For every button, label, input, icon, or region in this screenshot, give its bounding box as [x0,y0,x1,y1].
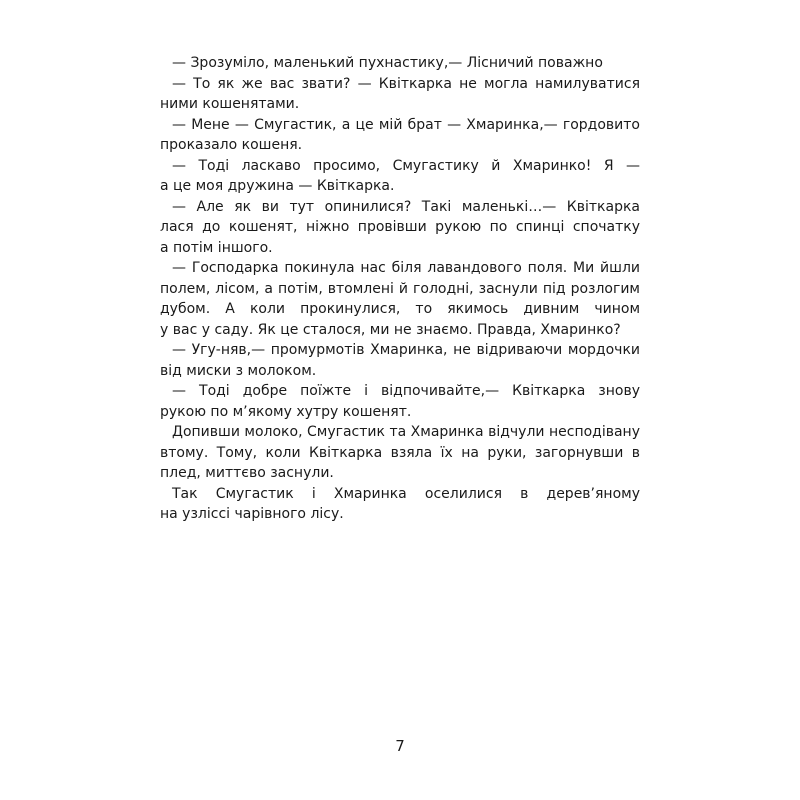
text-line: а це моя дружина — Квіткарка. [160,178,395,194]
text-line: дубом. А коли прокинулися, то якимось дивним чином [160,301,640,317]
text-line: на узліссі чарівного лісу. [160,506,344,522]
text-line: — Зрозуміло, маленький пухнастику,— Лісничий поважно [172,55,603,71]
paragraph [160,422,640,484]
text-line: — То як же вас звати? — Квіткарка не могла намилуватися [172,75,640,92]
paragraph [160,381,640,422]
paragraph [160,197,640,259]
text-line: ними кошенятами. [160,96,300,112]
paragraph [160,74,640,115]
text-line: втому. Тому, коли Квіткарка взяла їх на руки, загорнувши в [160,444,640,461]
text-line: Так Смугастик і Хмаринка оселилися в дерев’яному [172,485,640,502]
paragraph [160,53,640,74]
text-line: лася до кошенят, ніжно провівши рукою по спинці спочатку [160,219,640,235]
page-number: 7 [395,737,405,755]
paragraph [160,115,640,156]
paragraph [160,340,640,381]
paragraph [160,258,640,340]
text-line: — Але як ви тут опинилися? Такі маленькі…— Квіткарка [172,198,640,215]
text-line: — Тоді добре поїжте і відпочивайте,— Квіткарка знову [172,383,640,399]
text-line: полем, лісом, а потім, втомлені й голодні, заснули під розлогим [160,280,640,297]
text-line: — Мене — Смугастик, а це мій брат — Хмаринка,— гордовито [172,116,640,133]
text-line: Допивши молоко, Смугастик та Хмаринка відчули несподівану [172,424,640,440]
text-line: а потім іншого. [160,239,273,256]
text-line: рукою по м’якому хутру кошенят. [160,403,412,420]
text-line: — Господарка покинула нас біля лавандового поля. Ми йшли [172,260,640,276]
text-line: плед, миттєво заснули. [160,465,334,481]
paragraph [160,156,640,197]
text-line: — Тоді ласкаво просимо, Смугастику й Хмаринко! Я — [172,157,640,174]
text-line: проказало кошеня. [160,137,303,153]
text-line: у вас у саду. Як це сталося, ми не знаємо. Правда, Хмаринко? [160,321,621,338]
story-text [160,53,640,525]
paragraph [160,484,640,525]
text-line: — Угу-няв,— промурмотів Хмаринка, не відриваючи мордочки [172,342,640,358]
text-line: від миски з молоком. [160,362,317,379]
